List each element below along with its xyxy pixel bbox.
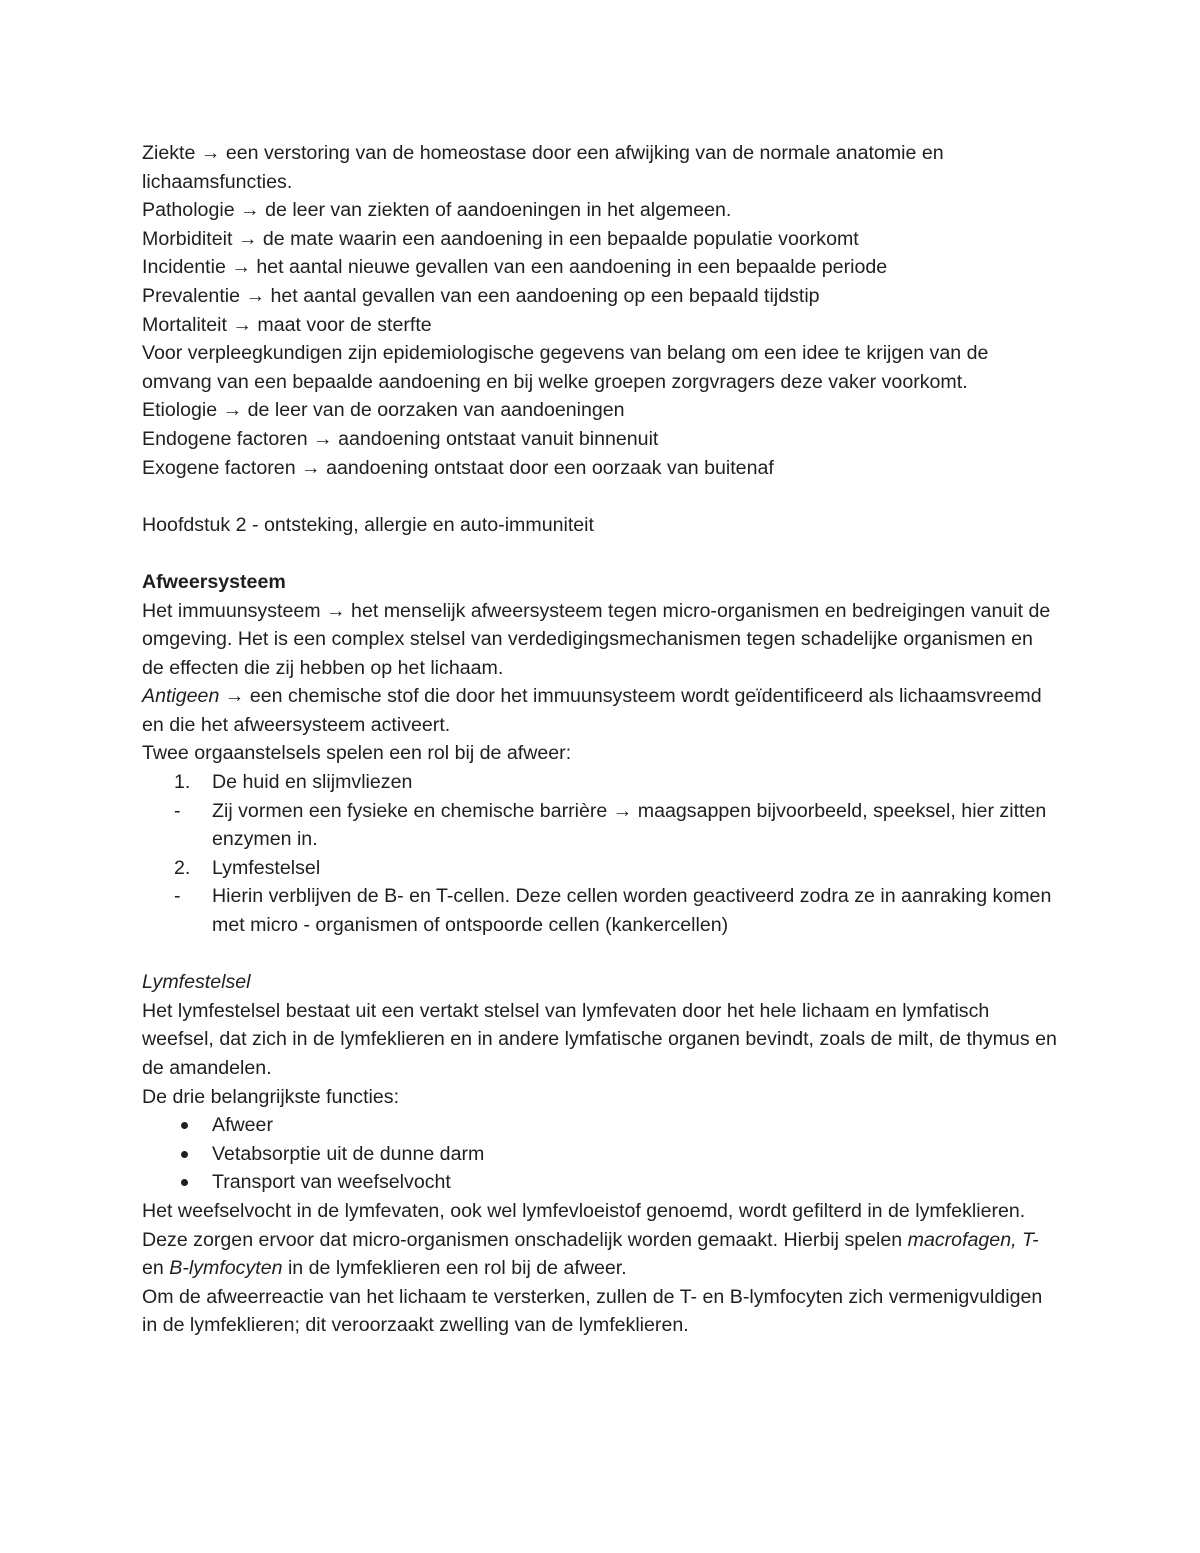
weefselvocht-paragraph <box>142 1197 1057 1283</box>
bullet-text: Transport van weefselvocht <box>212 1171 451 1194</box>
definition-incidentie: Incidentie → het aantal nieuwe gevallen van een aandoening in een bepaalde periode <box>142 256 888 279</box>
list-number: 1. <box>174 771 191 794</box>
list-dash: - <box>174 885 181 908</box>
list-item-text: Zij vormen een fysieke en chemische barrière → maagsappen bijvoorbeeld, speeksel, hier zitten enzymen in. <box>212 799 1047 851</box>
macrofagen-term: macrofagen, T- <box>907 1228 1039 1251</box>
list-item <box>142 797 1057 854</box>
weefselvocht-text-c: in de lymfeklieren een rol bij de afweer. <box>282 1257 627 1280</box>
bullet-text: Afweer <box>212 1114 273 1137</box>
list-item-text: De huid en slijmvliezen <box>212 771 413 794</box>
afweerreactie-paragraph: Om de afweerreactie van het lichaam te versterken, zullen de T- en B-lymfocyten zich vermenigvuldigen in de lymfeklieren; dit veroorzaakt zwelling van de lymfeklieren. <box>142 1285 1043 1337</box>
definition-etiologie: Etiologie → de leer van de oorzaken van aandoeningen <box>142 399 625 422</box>
antigeen-term: Antigeen <box>142 685 220 708</box>
list-item <box>142 882 1057 939</box>
lymfestelsel-paragraph: Het lymfestelsel bestaat uit een vertakt stelsel van lymfevaten door het hele lichaam en lymfatisch weefsel, dat zich in de lymfeklieren en in andere lymfatische organen bevindt, zoals de milt, de thymus en de amandelen. <box>142 999 1057 1079</box>
section-heading-lymfestelsel: Lymfestelsel <box>142 971 251 994</box>
antigeen-definition: → een chemische stof die door het immuunsysteem wordt geïdentificeerd als lichaamsvreemd en die het afweersysteem activeert. <box>142 685 1042 736</box>
bullet-icon <box>181 1151 188 1158</box>
epidemiology-paragraph: Voor verpleegkundigen zijn epidemiologische gegevens van belang om een idee te krijgen van de omvang van een bepaalde aandoening en bij welke groepen zorgvragers deze vaker voorkomt. <box>142 342 989 393</box>
orgaanstelsels-intro: Twee orgaanstelsels spelen een rol bij de afweer: <box>142 742 572 765</box>
spacer <box>142 940 1057 969</box>
definition-ziekte: Ziekte → een verstoring van de homeostase door een afwijking van de normale anatomie en lichaamsfuncties. <box>142 142 944 193</box>
lymfocyten-term: B-lymfocyten <box>169 1257 283 1280</box>
bullet-text: Vetabsorptie uit de dunne darm <box>212 1142 485 1165</box>
definition-mortaliteit: Mortaliteit → maat voor de sterfte <box>142 313 432 336</box>
definition-pathologie: Pathologie → de leer van ziekten of aandoeningen in het algemeen. <box>142 199 732 222</box>
weefselvocht-text-b: en <box>142 1257 170 1280</box>
list-item-text: Lymfestelsel <box>212 856 321 879</box>
definition-morbiditeit: Morbiditeit → de mate waarin een aandoening in een bepaalde populatie voorkomt <box>142 227 859 250</box>
bullet-item <box>142 1140 1057 1169</box>
spacer <box>142 482 1057 511</box>
document-page <box>142 139 1057 1340</box>
bullet-icon <box>181 1179 188 1186</box>
list-item-text: Hierin verblijven de B- en T-cellen. Deze cellen worden geactiveerd zodra ze in aanraking komen met micro - organismen of ontspoorde cellen (kankercellen) <box>212 885 1052 937</box>
list-number: 2. <box>174 856 191 879</box>
bullet-item <box>142 1111 1057 1140</box>
list-item <box>142 854 1057 883</box>
chapter-title: Hoofdstuk 2 - ontsteking, allergie en auto-immuniteit <box>142 513 594 536</box>
weefselvocht-text-a: Het weefselvocht in de lymfevaten, ook wel lymfevloeistof genoemd, wordt gefilterd in de lymfeklieren. Deze zorgen ervoor dat micro-organismen onschadelijk worden gemaakt. Hierbij spelen <box>142 1199 1026 1251</box>
antigeen-paragraph <box>142 682 1057 739</box>
section-heading-afweersysteem: Afweersysteem <box>142 570 286 593</box>
bullet-item <box>142 1168 1057 1197</box>
definition-endogeen: Endogene factoren → aandoening ontstaat vanuit binnenuit <box>142 427 659 450</box>
spacer <box>142 539 1057 568</box>
list-item <box>142 768 1057 797</box>
bullet-icon <box>181 1122 188 1129</box>
list-dash: - <box>174 799 181 822</box>
definition-exogeen: Exogene factoren → aandoening ontstaat door een oorzaak van buitenaf <box>142 456 774 479</box>
definition-prevalentie: Prevalentie → het aantal gevallen van een aandoening op een bepaald tijdstip <box>142 284 820 307</box>
immuunsysteem-paragraph: Het immuunsysteem → het menselijk afweersysteem tegen micro-organismen en bedreigingen vanuit de omgeving. Het is een complex stelsel van verdedigingsmechanismen tegen schadelijke organismen en de effecten die zij hebben op het lichaam. <box>142 599 1051 679</box>
functies-intro: De drie belangrijkste functies: <box>142 1085 400 1108</box>
